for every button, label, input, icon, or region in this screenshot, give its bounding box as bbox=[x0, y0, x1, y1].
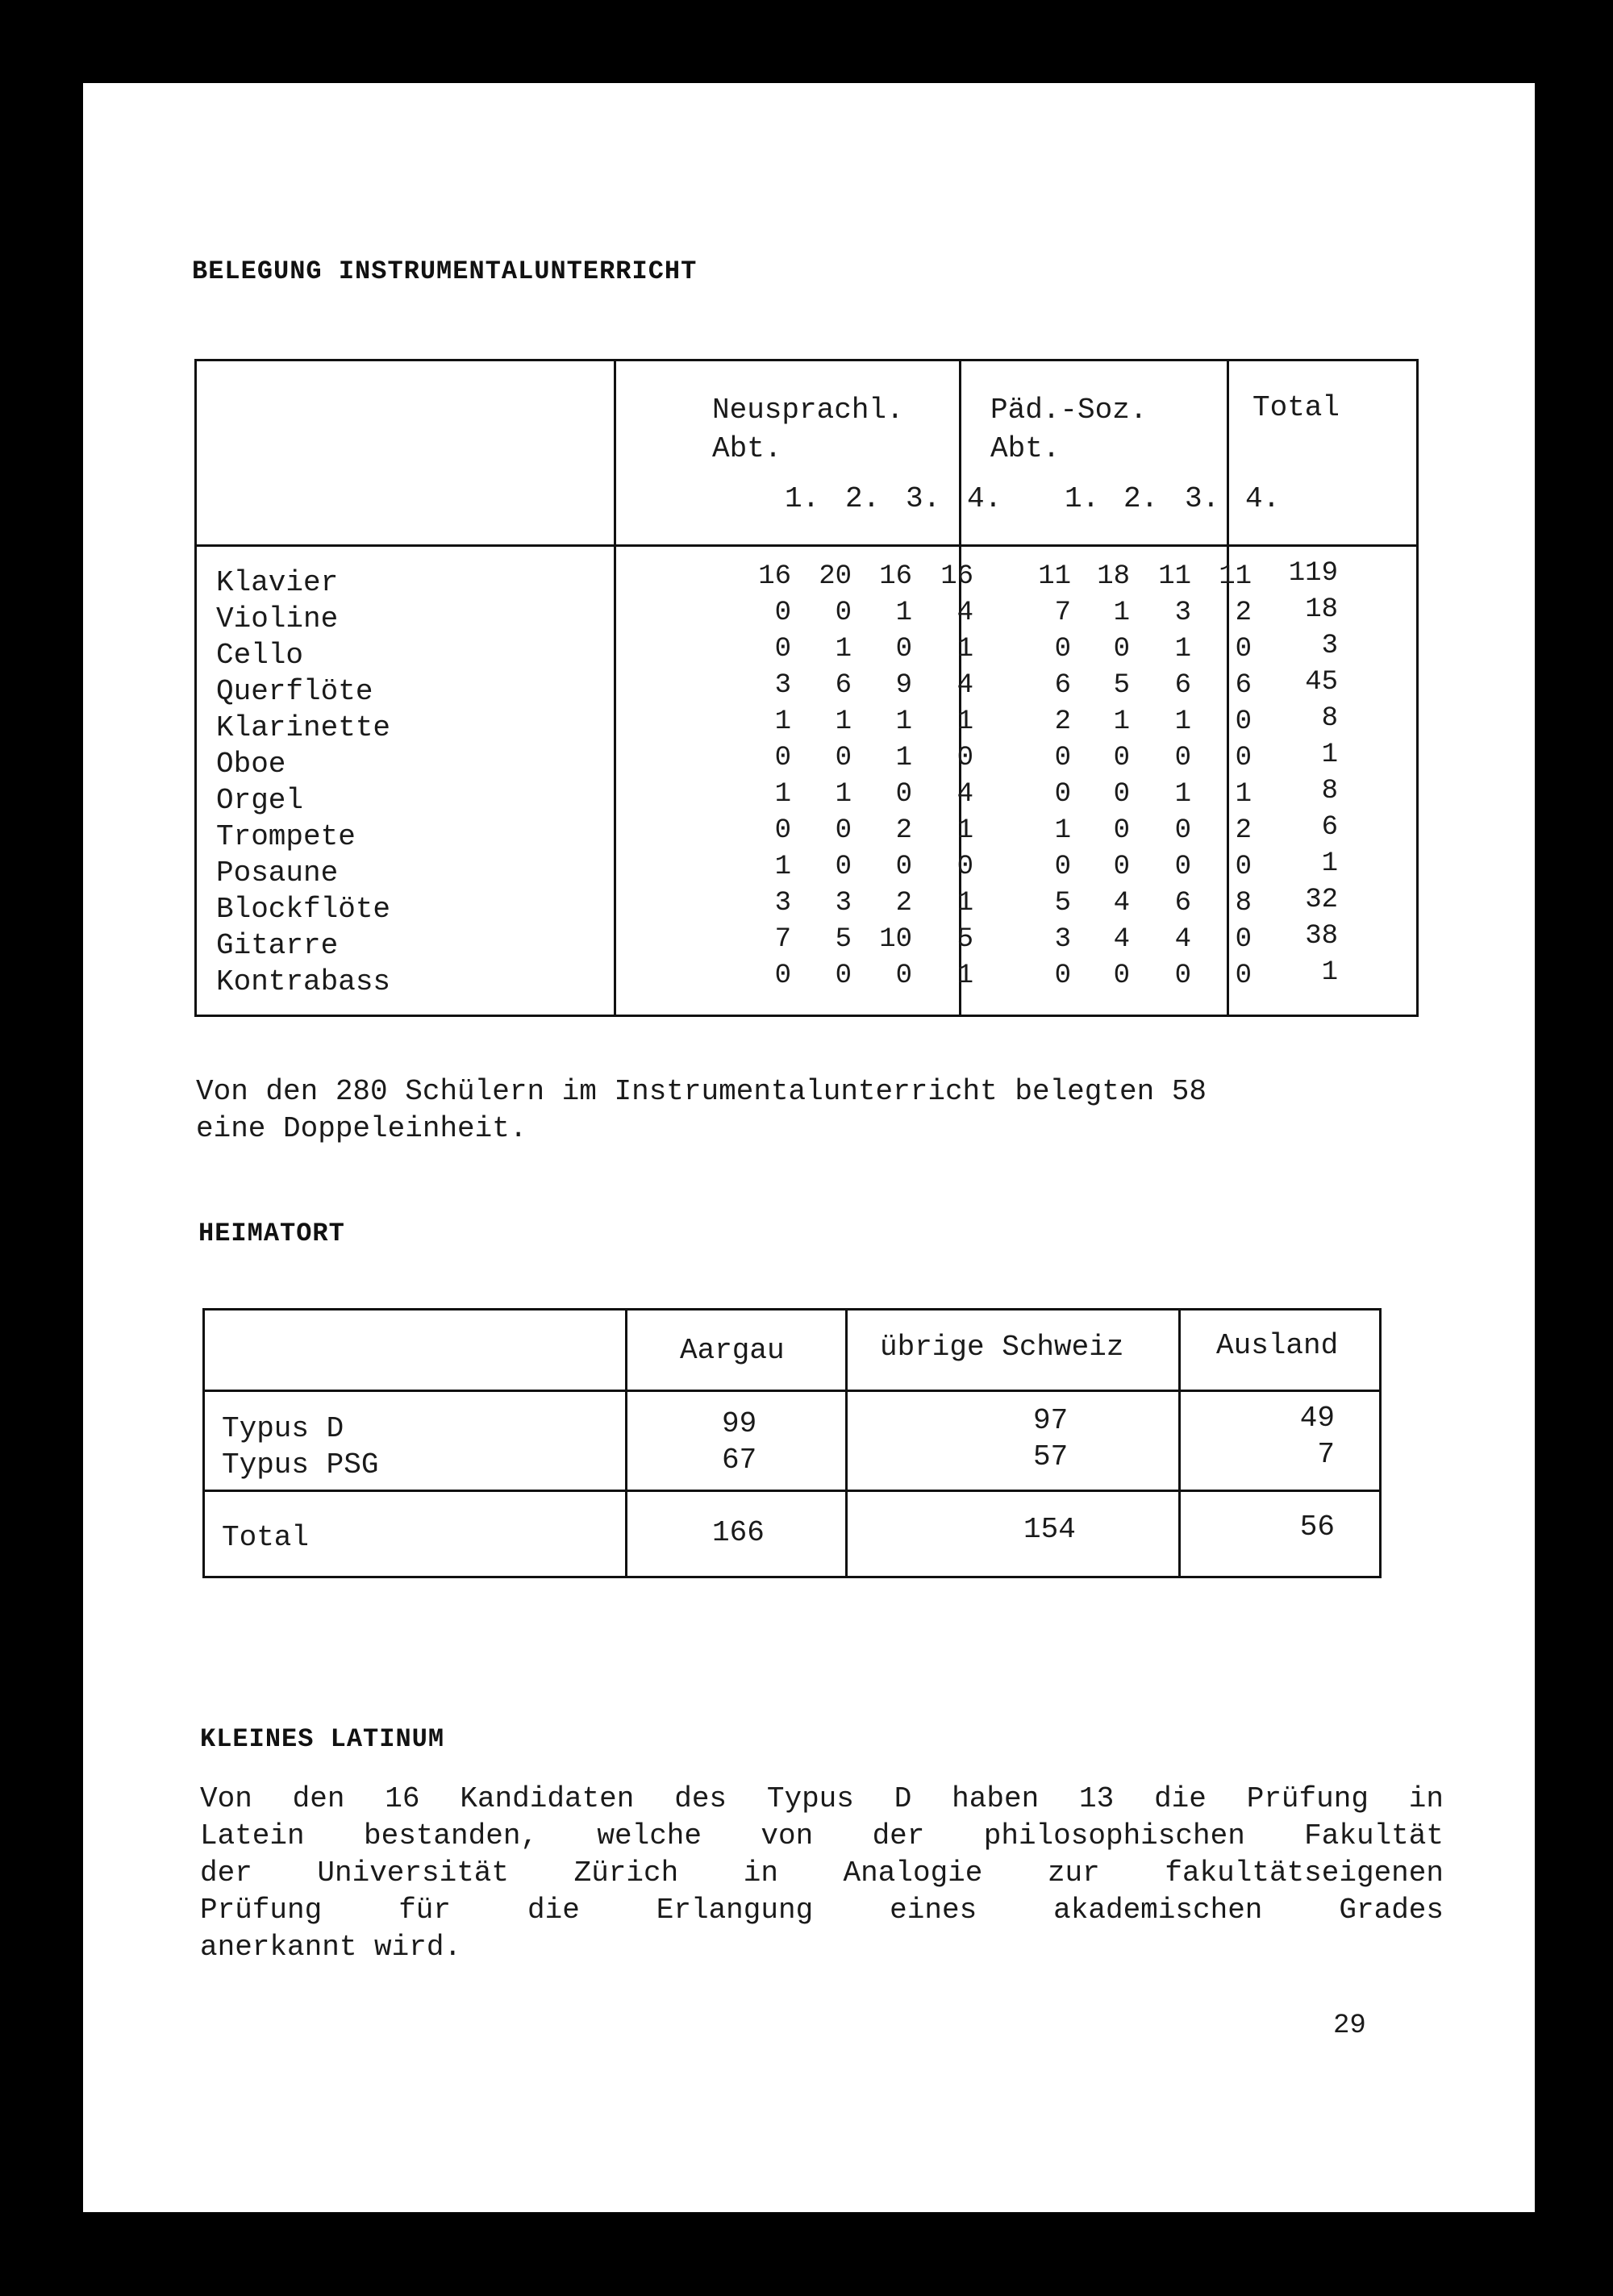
paedsoz-value: 0 bbox=[1113, 852, 1130, 882]
document-page bbox=[83, 83, 1535, 2212]
col-aargau: Aargau bbox=[680, 1334, 785, 1367]
instrument-label: Querflöte bbox=[216, 675, 373, 708]
class-header-paedsoz: 2. bbox=[1123, 482, 1159, 515]
neusprachl-value: 0 bbox=[835, 852, 852, 882]
paedsoz-value: 0 bbox=[1054, 634, 1071, 665]
neusprachl-value: 16 bbox=[940, 561, 973, 592]
neusprachl-value: 0 bbox=[835, 815, 852, 846]
value-schweiz-psg: 57 bbox=[1033, 1440, 1069, 1473]
instrument-total: 3 bbox=[1321, 631, 1338, 661]
paedsoz-value: 6 bbox=[1174, 670, 1191, 701]
neusprachl-value: 16 bbox=[879, 561, 912, 592]
neusprachl-value: 6 bbox=[835, 670, 852, 701]
instrument-total: 18 bbox=[1305, 594, 1338, 625]
instrument-total: 8 bbox=[1321, 703, 1338, 734]
neusprachl-value: 0 bbox=[774, 743, 791, 773]
neusprachl-value: 0 bbox=[774, 960, 791, 991]
paedsoz-value: 0 bbox=[1174, 852, 1191, 882]
paedsoz-value: 0 bbox=[1054, 779, 1071, 810]
paedsoz-value: 3 bbox=[1174, 598, 1191, 628]
neusprachl-value: 9 bbox=[895, 670, 912, 701]
neusprachl-value: 0 bbox=[774, 598, 791, 628]
note-line: eine Doppeleinheit. bbox=[196, 1112, 527, 1145]
paedsoz-value: 2 bbox=[1235, 815, 1252, 846]
instrument-total: 6 bbox=[1321, 812, 1338, 843]
paedsoz-value: 1 bbox=[1235, 779, 1252, 810]
value-ausland-total: 56 bbox=[1299, 1511, 1335, 1544]
paedsoz-value: 0 bbox=[1113, 815, 1130, 846]
paragraph-line: Latein bestanden, welche von der philosophischen Fakultät bbox=[200, 1819, 1444, 1852]
neusprachl-value: 1 bbox=[957, 960, 973, 991]
neusprachl-value: 1 bbox=[835, 779, 852, 810]
col-total-title: Total bbox=[1252, 391, 1340, 424]
neusprachl-value: 5 bbox=[957, 924, 973, 955]
neusprachl-value: 0 bbox=[895, 779, 912, 810]
heimatort-table bbox=[202, 1308, 1382, 1578]
paedsoz-value: 0 bbox=[1054, 743, 1071, 773]
row-typus-psg: Typus PSG bbox=[222, 1448, 379, 1481]
instrument-label: Klarinette bbox=[216, 711, 391, 744]
paedsoz-value: 0 bbox=[1113, 634, 1130, 665]
value-ausland-d: 49 bbox=[1299, 1402, 1335, 1435]
col-paedsoz-title: Päd.-Soz. bbox=[990, 394, 1148, 427]
class-header-paedsoz: 3. bbox=[1185, 482, 1220, 515]
neusprachl-value: 0 bbox=[835, 960, 852, 991]
col-neusprachl-abt: Abt. bbox=[712, 432, 782, 465]
section-heading-heimatort: HEIMATORT bbox=[198, 1219, 345, 1248]
paedsoz-value: 1 bbox=[1174, 779, 1191, 810]
paedsoz-value: 0 bbox=[1235, 924, 1252, 955]
paragraph-line: Von den 16 Kandidaten des Typus D haben 13 die Prüfung in bbox=[200, 1782, 1444, 1815]
paedsoz-value: 4 bbox=[1113, 888, 1130, 919]
neusprachl-value: 2 bbox=[895, 888, 912, 919]
instrument-total: 1 bbox=[1321, 848, 1338, 879]
neusprachl-value: 0 bbox=[774, 815, 791, 846]
paedsoz-value: 11 bbox=[1219, 561, 1252, 592]
value-aargau-psg: 67 bbox=[722, 1444, 757, 1477]
paedsoz-value: 6 bbox=[1054, 670, 1071, 701]
neusprachl-value: 10 bbox=[879, 924, 912, 955]
row-typus-d: Typus D bbox=[222, 1412, 344, 1445]
neusprachl-value: 2 bbox=[895, 815, 912, 846]
paedsoz-value: 0 bbox=[1235, 960, 1252, 991]
neusprachl-value: 20 bbox=[819, 561, 852, 592]
value-ausland-psg: 7 bbox=[1317, 1438, 1335, 1471]
value-schweiz-d: 97 bbox=[1033, 1404, 1069, 1437]
page-number: 29 bbox=[1333, 2011, 1366, 2041]
paedsoz-value: 6 bbox=[1174, 888, 1191, 919]
paedsoz-value: 0 bbox=[1113, 743, 1130, 773]
instrument-label: Blockflöte bbox=[216, 893, 391, 926]
paedsoz-value: 0 bbox=[1235, 706, 1252, 737]
paedsoz-value: 1 bbox=[1113, 598, 1130, 628]
class-header-neusprachl: 4. bbox=[967, 482, 1002, 515]
col-neusprachl-title: Neusprachl. bbox=[712, 394, 904, 427]
table-divider bbox=[845, 1308, 848, 1578]
neusprachl-value: 1 bbox=[957, 634, 973, 665]
instrument-label: Cello bbox=[216, 639, 304, 672]
class-header-neusprachl: 2. bbox=[845, 482, 881, 515]
table-header-rule bbox=[202, 1390, 1382, 1392]
paedsoz-value: 18 bbox=[1097, 561, 1130, 592]
value-aargau-total: 166 bbox=[712, 1516, 765, 1549]
instrument-label: Kontrabass bbox=[216, 965, 391, 998]
paedsoz-value: 0 bbox=[1054, 960, 1071, 991]
table-divider bbox=[1178, 1308, 1181, 1578]
paedsoz-value: 4 bbox=[1113, 924, 1130, 955]
neusprachl-value: 1 bbox=[774, 779, 791, 810]
neusprachl-value: 0 bbox=[835, 743, 852, 773]
neusprachl-value: 1 bbox=[895, 706, 912, 737]
value-schweiz-total: 154 bbox=[1023, 1513, 1076, 1546]
instrument-total: 119 bbox=[1288, 558, 1338, 589]
neusprachl-value: 1 bbox=[774, 852, 791, 882]
class-header-neusprachl: 1. bbox=[785, 482, 820, 515]
paragraph-line: Prüfung für die Erlangung eines akademischen Grades bbox=[200, 1894, 1444, 1927]
instrument-total: 38 bbox=[1305, 921, 1338, 952]
instrument-total: 45 bbox=[1305, 667, 1338, 698]
neusprachl-value: 1 bbox=[957, 815, 973, 846]
paedsoz-value: 4 bbox=[1174, 924, 1191, 955]
instrument-total: 1 bbox=[1321, 740, 1338, 770]
neusprachl-value: 0 bbox=[774, 634, 791, 665]
paedsoz-value: 1 bbox=[1054, 815, 1071, 846]
row-total: Total bbox=[222, 1521, 310, 1554]
instrument-label: Trompete bbox=[216, 820, 356, 853]
paedsoz-value: 5 bbox=[1113, 670, 1130, 701]
neusprachl-value: 1 bbox=[835, 634, 852, 665]
paedsoz-value: 2 bbox=[1235, 598, 1252, 628]
paedsoz-value: 0 bbox=[1174, 960, 1191, 991]
paedsoz-value: 8 bbox=[1235, 888, 1252, 919]
table-header-rule bbox=[194, 544, 1419, 547]
instrument-label: Violine bbox=[216, 602, 339, 635]
instrument-label: Oboe bbox=[216, 748, 286, 781]
table-divider bbox=[625, 1308, 627, 1578]
note-line: Von den 280 Schülern im Instrumentalunterricht belegten 58 bbox=[196, 1075, 1207, 1108]
paedsoz-value: 1 bbox=[1174, 706, 1191, 737]
neusprachl-value: 16 bbox=[758, 561, 791, 592]
neusprachl-value: 0 bbox=[957, 852, 973, 882]
neusprachl-value: 4 bbox=[957, 779, 973, 810]
section-heading-instrumental: BELEGUNG INSTRUMENTALUNTERRICHT bbox=[192, 256, 698, 286]
neusprachl-value: 0 bbox=[895, 960, 912, 991]
instrument-total: 8 bbox=[1321, 776, 1338, 806]
paedsoz-value: 2 bbox=[1054, 706, 1071, 737]
instrument-label: Gitarre bbox=[216, 929, 339, 962]
latinum-paragraph bbox=[200, 1781, 1444, 1966]
instrument-total: 1 bbox=[1321, 957, 1338, 988]
paragraph-line: anerkannt wird. bbox=[200, 1931, 462, 1964]
paedsoz-value: 0 bbox=[1235, 634, 1252, 665]
neusprachl-value: 4 bbox=[957, 598, 973, 628]
paedsoz-value: 0 bbox=[1054, 852, 1071, 882]
col-uebrige-schweiz: übrige Schweiz bbox=[880, 1331, 1124, 1364]
instrument-label: Posaune bbox=[216, 856, 339, 890]
neusprachl-value: 1 bbox=[835, 706, 852, 737]
paedsoz-value: 11 bbox=[1038, 561, 1071, 592]
col-paedsoz-abt: Abt. bbox=[990, 432, 1061, 465]
section-heading-latinum: KLEINES LATINUM bbox=[200, 1724, 445, 1754]
doppeleinheit-note bbox=[196, 1073, 1446, 1148]
neusprachl-value: 0 bbox=[895, 634, 912, 665]
neusprachl-value: 3 bbox=[835, 888, 852, 919]
paedsoz-value: 0 bbox=[1235, 852, 1252, 882]
neusprachl-value: 1 bbox=[957, 888, 973, 919]
instrument-total: 32 bbox=[1305, 885, 1338, 915]
neusprachl-value: 3 bbox=[774, 670, 791, 701]
paedsoz-value: 6 bbox=[1235, 670, 1252, 701]
instrument-label: Klavier bbox=[216, 566, 339, 599]
paedsoz-value: 0 bbox=[1113, 960, 1130, 991]
neusprachl-value: 1 bbox=[957, 706, 973, 737]
neusprachl-value: 1 bbox=[895, 598, 912, 628]
paedsoz-value: 1 bbox=[1113, 706, 1130, 737]
class-header-paedsoz: 4. bbox=[1245, 482, 1281, 515]
class-header-paedsoz: 1. bbox=[1065, 482, 1100, 515]
neusprachl-value: 3 bbox=[774, 888, 791, 919]
table-total-rule bbox=[202, 1490, 1382, 1492]
instrument-label: Orgel bbox=[216, 784, 304, 817]
col-ausland: Ausland bbox=[1216, 1329, 1339, 1362]
paedsoz-value: 5 bbox=[1054, 888, 1071, 919]
paedsoz-value: 11 bbox=[1158, 561, 1191, 592]
neusprachl-value: 0 bbox=[835, 598, 852, 628]
paedsoz-value: 0 bbox=[1235, 743, 1252, 773]
paedsoz-value: 0 bbox=[1174, 815, 1191, 846]
class-header-neusprachl: 3. bbox=[906, 482, 941, 515]
paedsoz-value: 0 bbox=[1174, 743, 1191, 773]
neusprachl-value: 0 bbox=[895, 852, 912, 882]
paedsoz-value: 0 bbox=[1113, 779, 1130, 810]
neusprachl-value: 5 bbox=[835, 924, 852, 955]
paedsoz-value: 3 bbox=[1054, 924, 1071, 955]
neusprachl-value: 0 bbox=[957, 743, 973, 773]
neusprachl-value: 1 bbox=[774, 706, 791, 737]
neusprachl-value: 1 bbox=[895, 743, 912, 773]
neusprachl-value: 4 bbox=[957, 670, 973, 701]
table-divider bbox=[614, 359, 616, 1017]
value-aargau-d: 99 bbox=[722, 1407, 757, 1440]
paedsoz-value: 1 bbox=[1174, 634, 1191, 665]
paedsoz-value: 7 bbox=[1054, 598, 1071, 628]
neusprachl-value: 7 bbox=[774, 924, 791, 955]
paragraph-line: der Universität Zürich in Analogie zur fakultätseigenen bbox=[200, 1856, 1444, 1890]
